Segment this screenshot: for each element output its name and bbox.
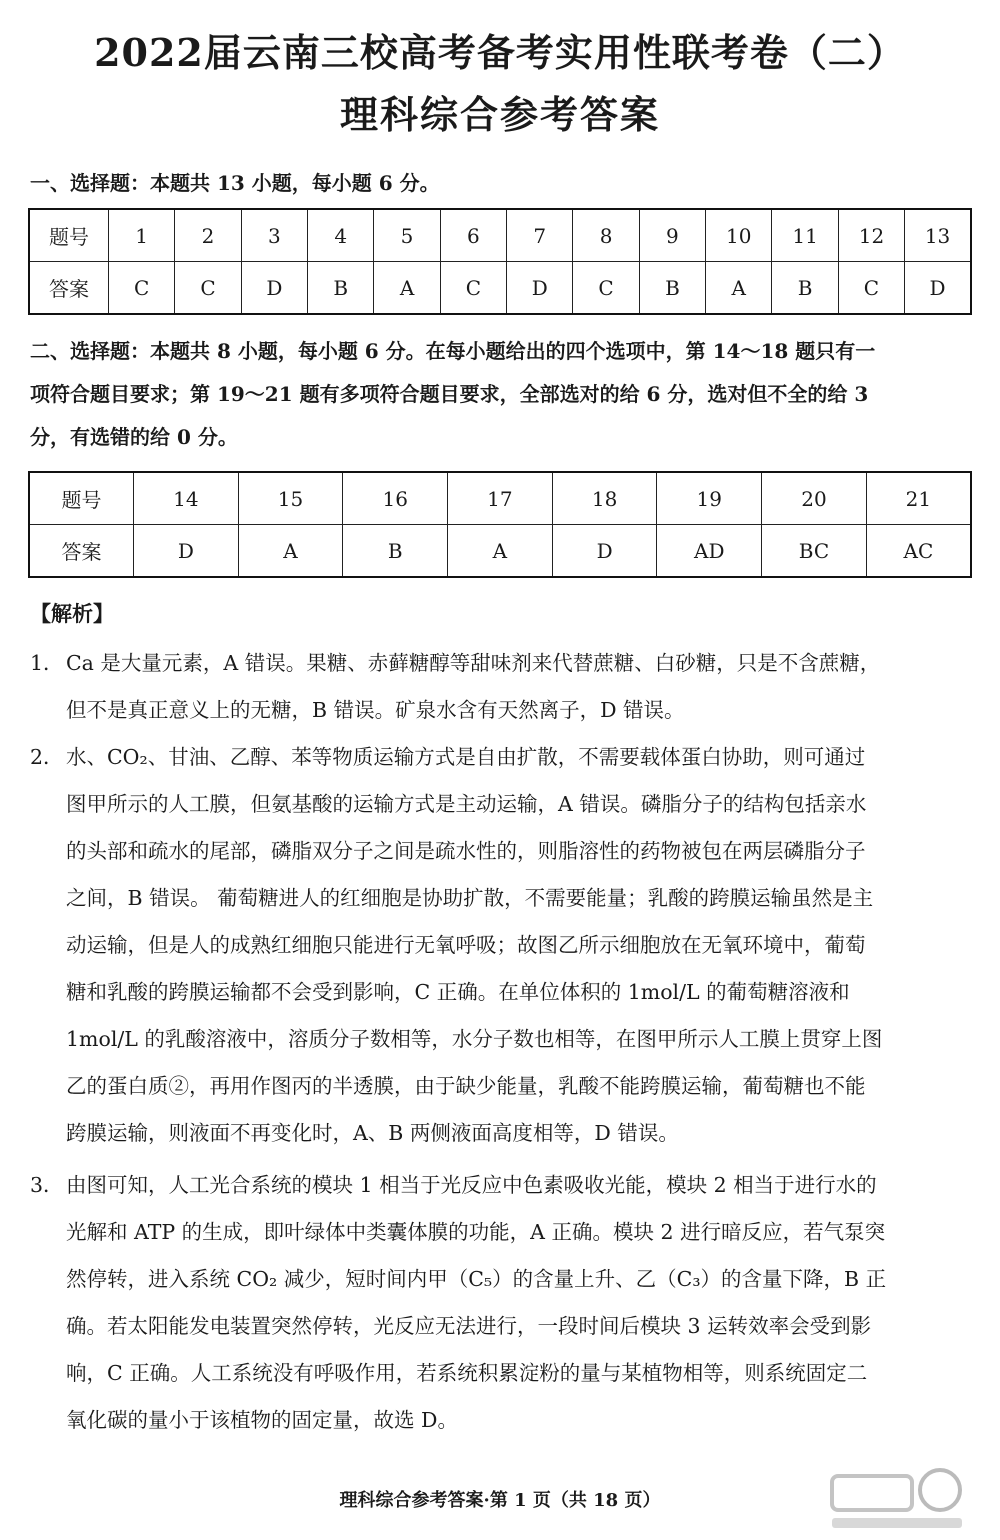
item-line: 氧化碳的量小于该植物的固定量，故选 D。 [66,1408,458,1432]
answer-cell: A [374,262,440,315]
analysis-item [30,1162,975,1444]
item-line-row [30,1209,975,1256]
item-line-row [30,1350,975,1397]
question-number-cell: 8 [573,209,639,262]
analysis-label: 【解析】 [30,601,114,626]
question-number-cell: 9 [639,209,705,262]
section2-heading [30,330,975,459]
answer-cell: C [838,262,904,315]
item-line-row [30,1016,975,1063]
row-label-question: 题号 [29,209,109,262]
item-line: 之间，B 错误。 葡萄糖进人的红细胞是协助扩散，不需要能量；乳酸的跨膜运输虽然是主 [66,886,874,910]
item-line-row [30,1303,975,1350]
item-line-row [30,1162,975,1209]
row-label-question: 题号 [29,472,134,525]
question-number-cell: 6 [440,209,506,262]
question-number-cell: 2 [175,209,241,262]
item-line: 但不是真正意义上的无糖，B 错误。矿泉水含有天然离子，D 错误。 [66,698,685,722]
answer-cell: A [448,525,553,578]
table-row-answers [29,525,971,578]
item-line-row [30,687,975,734]
question-number-cell: 10 [706,209,772,262]
item-line: 乙的蛋白质②，再用作图丙的半透膜，由于缺少能量，乳酸不能跨膜运输，葡萄糖也不能 [66,1074,866,1098]
item-line-row [30,781,975,828]
item-line: 的头部和疏水的尾部，磷脂双分子之间是疏水性的，则脂溶性的药物被包在两层磷脂分子 [66,839,866,863]
section2-heading-line2: 项符合题目要求；第 19～21 题有多项符合题目要求，全部选对的给 6 分，选对但不全的给 3 [30,382,869,406]
row-label-answer: 答案 [29,525,134,578]
item-line-row [30,1397,975,1444]
table-row-questions [29,209,971,262]
answer-table-2 [28,471,972,578]
answer-cell: C [109,262,175,315]
question-number-cell: 18 [552,472,657,525]
section2-heading-line3: 分，有选错的给 0 分。 [30,425,238,449]
question-number-cell: 3 [241,209,307,262]
question-number-cell: 16 [343,472,448,525]
item-line: 光解和 ATP 的生成，即叶绿体中类囊体膜的功能，A 正确。模块 2 进行暗反应，若气泵突 [66,1220,886,1244]
item-line: 水、CO₂、甘油、乙醇、苯等物质运输方式是自由扩散，不需要载体蛋白协助，则可通过 [66,745,866,769]
watermark-logo-icon [822,1464,972,1534]
item-line-row [30,1063,975,1110]
question-number-cell: 14 [134,472,239,525]
item-number: 1． [30,651,64,675]
item-line: 响，C 正确。人工系统没有呼吸作用，若系统积累淀粉的量与某植物相等，则系统固定二 [66,1361,868,1385]
answer-cell: C [175,262,241,315]
item-line-row [30,922,975,969]
answer-cell: C [573,262,639,315]
analysis-item [30,640,975,734]
item-line: 图甲所示的人工膜，但氨基酸的运输方式是主动运输，A 错误。磷脂分子的结构包括亲水 [66,792,867,816]
answer-cell: AD [657,525,762,578]
item-line-row [30,828,975,875]
question-number-cell: 1 [109,209,175,262]
item-line: 跨膜运输，则液面不再变化时，A、B 两侧液面高度相等，D 错误。 [66,1121,679,1145]
question-number-cell: 12 [838,209,904,262]
answer-cell: A [706,262,772,315]
question-number-cell: 20 [762,472,867,525]
item-line-row [30,1256,975,1303]
answer-table-1 [28,208,972,315]
question-number-cell: 19 [657,472,762,525]
item-number: 3． [30,1173,64,1197]
question-number-cell: 7 [507,209,573,262]
document-subtitle: 理科综合参考答案 [339,92,660,137]
table-row-answers [29,262,971,315]
table-row-questions [29,472,971,525]
item-line: 确。若太阳能发电装置突然停转，光反应无法进行，一段时间后模块 3 运转效率会受到影 [66,1314,872,1338]
answer-cell: B [308,262,374,315]
answer-cell: D [905,262,971,315]
question-number-cell: 17 [448,472,553,525]
document-title: 2022届云南三校高考备考实用性联考卷（二） [94,30,906,75]
answer-cell: C [440,262,506,315]
question-number-cell: 21 [866,472,971,525]
item-line-row [30,1110,975,1157]
page-footer: 理科综合参考答案·第 1 页（共 18 页） [339,1490,661,1511]
answer-cell: B [343,525,448,578]
section2-heading-line1: 二、选择题：本题共 8 小题，每小题 6 分。在每小题给出的四个选项中，第 14～18 题只有一 [30,339,876,363]
item-line-row [30,875,975,922]
item-line-row [30,734,975,781]
answer-cell: D [507,262,573,315]
question-number-cell: 15 [238,472,343,525]
question-number-cell: 5 [374,209,440,262]
row-label-answer: 答案 [29,262,109,315]
answer-cell: B [639,262,705,315]
item-line: 糖和乳酸的跨膜运输都不会受到影响，C 正确。在单位体积的 1mol/L 的葡萄糖溶液和 [66,980,850,1004]
item-line: Ca 是大量元素，A 错误。果糖、赤藓糖醇等甜味剂来代替蔗糖、白砂糖，只是不含蔗糖， [66,651,881,675]
item-line-row [30,969,975,1016]
item-line: 1mol/L 的乳酸溶液中，溶质分子数相等，水分子数也相等，在图甲所示人工膜上贯穿上图 [66,1027,883,1051]
item-line: 动运输，但是人的成熟红细胞只能进行无氧呼吸；故图乙所示细胞放在无氧环境中，葡萄 [66,933,866,957]
question-number-cell: 4 [308,209,374,262]
answer-cell: BC [762,525,867,578]
item-number: 2． [30,745,64,769]
answer-cell: AC [866,525,971,578]
question-number-cell: 11 [772,209,838,262]
answer-cell: D [134,525,239,578]
answer-cell: B [772,262,838,315]
answer-cell: D [241,262,307,315]
question-number-cell: 13 [905,209,971,262]
item-line: 然停转，进入系统 CO₂ 减少，短时间内甲（C₅）的含量上升、乙（C₃）的含量下降，B 正 [66,1267,887,1291]
item-line: 由图可知，人工光合系统的模块 1 相当于光反应中色素吸收光能，模块 2 相当于进行水的 [66,1173,877,1197]
item-line-row [30,640,975,687]
section1-heading: 一、选择题：本题共 13 小题，每小题 6 分。 [30,171,440,195]
answer-cell: A [238,525,343,578]
answer-cell: D [552,525,657,578]
analysis-item [30,734,975,1157]
